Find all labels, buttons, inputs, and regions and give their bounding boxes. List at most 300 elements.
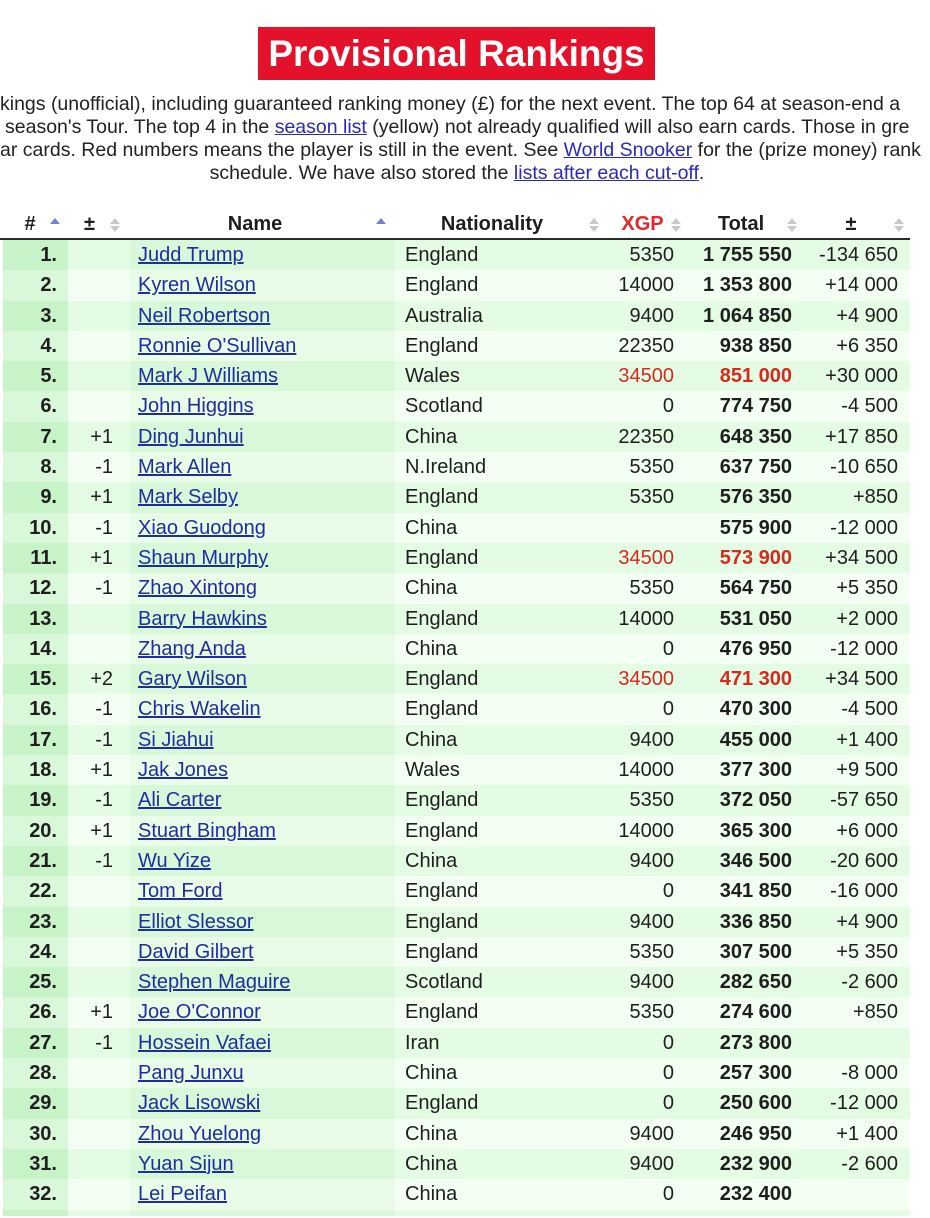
- nationality-cell: China: [405, 1152, 458, 1175]
- rank-cell: 32.: [3, 1179, 68, 1209]
- xgp-cell: 0: [662, 1031, 674, 1054]
- points-change-cell: -12 000: [830, 516, 898, 539]
- rank-change-cell: [68, 1179, 130, 1209]
- rank-change-cell: -1: [95, 1031, 113, 1054]
- name-cell: [130, 301, 395, 331]
- rank-cell: 24.: [3, 937, 68, 967]
- xgp-cell: 9400: [629, 1152, 674, 1175]
- total-cell: 1 064 850: [703, 304, 792, 327]
- points-change-cell: +5 350: [836, 577, 898, 600]
- nationality-cell: England: [405, 334, 479, 357]
- points-change-cell: -2 600: [841, 1152, 898, 1175]
- total-cell: 573 900: [719, 546, 792, 569]
- table-row: [3, 1119, 910, 1149]
- nationality-cell: England: [405, 244, 479, 266]
- total-cell: 476 950: [719, 637, 792, 660]
- name-cell: [130, 361, 395, 391]
- name-cell: [130, 604, 395, 634]
- column-header-label: ±: [84, 213, 95, 235]
- table-row: [3, 1179, 910, 1209]
- column-header-xgp[interactable]: [600, 209, 685, 240]
- rank-cell: 23.: [3, 907, 68, 937]
- nationality-cell: N.Ireland: [405, 456, 487, 479]
- rank-cell: 9.: [3, 482, 68, 512]
- player-name-link[interactable]: Gary Wilson: [138, 668, 247, 691]
- rank-change-cell: -1: [95, 728, 113, 751]
- xgp-cell: 0: [662, 880, 674, 903]
- points-change-cell: +6 000: [836, 819, 898, 842]
- player-name-link[interactable]: John Higgins: [138, 395, 254, 418]
- points-change-cell: -12 000: [830, 637, 898, 660]
- column-header-points-change[interactable]: [800, 209, 910, 240]
- rank-cell: 5.: [3, 361, 68, 391]
- xgp-cell: 9400: [629, 849, 674, 872]
- total-cell: 575 900: [719, 516, 792, 539]
- name-cell: [130, 543, 395, 573]
- nationality-cell: China: [405, 577, 458, 600]
- player-name-link[interactable]: Jak Jones: [138, 759, 229, 782]
- nationality-cell: England: [405, 274, 479, 297]
- rank-change-cell: -1: [95, 789, 113, 812]
- player-name-link[interactable]: Judd Trump: [138, 244, 244, 266]
- table-row: [3, 573, 910, 603]
- nationality-cell: England: [405, 698, 479, 721]
- rank-change-cell: [68, 1210, 130, 1216]
- intro-line: [0, 162, 930, 185]
- total-cell: 273 800: [719, 1031, 792, 1054]
- rank-cell: 21.: [3, 846, 68, 876]
- name-cell: [130, 664, 395, 694]
- name-cell: [130, 1119, 395, 1149]
- rank-cell: 7.: [3, 422, 68, 452]
- player-name-link[interactable]: Ding Junhui: [138, 425, 244, 448]
- xgp-cell: 14000: [618, 759, 674, 782]
- xgp-cell: 5350: [629, 1001, 674, 1024]
- table-row: [3, 846, 910, 876]
- intro-text: for the (prize money) rank: [692, 139, 921, 161]
- column-header-label: XGP: [621, 213, 664, 235]
- column-header-label: ±: [845, 213, 857, 235]
- rank-change-cell: [68, 1058, 130, 1088]
- rank-change-cell: [68, 876, 130, 906]
- name-cell: [130, 482, 395, 512]
- total-cell: 1 755 550: [703, 244, 792, 266]
- name-cell: [130, 967, 395, 997]
- rank-cell: [3, 1210, 68, 1216]
- player-name-link[interactable]: Zhou Yuelong: [138, 1122, 262, 1145]
- xgp-cell: 0: [662, 637, 674, 660]
- nationality-cell: China: [405, 849, 458, 872]
- player-name-link[interactable]: Stephen Maguire: [138, 971, 291, 994]
- nationality-cell: England: [405, 546, 479, 569]
- nationality-cell: China: [405, 728, 458, 751]
- rank-cell: 16.: [3, 694, 68, 724]
- points-change-cell: -12 000: [830, 1092, 898, 1115]
- player-name-link[interactable]: Yuan Sijun: [138, 1152, 234, 1175]
- table-row: [3, 1149, 910, 1179]
- rank-change-cell: [68, 967, 130, 997]
- table-body: [3, 240, 910, 1210]
- player-name-link[interactable]: Chris Wakelin: [138, 698, 261, 721]
- player-name-link[interactable]: Neil Robertson: [138, 304, 271, 327]
- nationality-cell: England: [405, 668, 479, 691]
- nationality-cell: Wales: [405, 759, 460, 782]
- player-name-link[interactable]: Joe O'Connor: [138, 1001, 261, 1024]
- points-change-cell: +14 000: [825, 274, 898, 297]
- total-cell: 648 350: [719, 425, 792, 448]
- name-cell: [130, 846, 395, 876]
- column-header-nationality[interactable]: [395, 209, 600, 240]
- column-header-total[interactable]: [685, 209, 800, 240]
- total-cell: 257 300: [719, 1062, 792, 1085]
- player-name-link[interactable]: Mark J Williams: [138, 365, 278, 388]
- rank-change-cell: [68, 1149, 130, 1179]
- name-cell: [130, 240, 395, 270]
- total-cell: 346 500: [719, 849, 792, 872]
- name-cell: [130, 997, 395, 1027]
- rank-cell: 25.: [3, 967, 68, 997]
- nationality-cell: England: [405, 1001, 479, 1024]
- player-name-link[interactable]: Si Jiahui: [138, 728, 214, 751]
- total-cell: 531 050: [719, 607, 792, 630]
- table-row: [3, 876, 910, 906]
- nationality-cell: China: [405, 637, 458, 660]
- nationality-cell: Wales: [405, 365, 460, 388]
- name-cell: [130, 331, 395, 361]
- rank-cell: 27.: [3, 1028, 68, 1058]
- total-cell: [685, 1210, 800, 1216]
- rank-cell: 15.: [3, 664, 68, 694]
- points-change-cell: -10 650: [830, 456, 898, 479]
- total-cell: 232 400: [719, 1183, 792, 1206]
- page-title: Provisional Rankings: [258, 27, 654, 80]
- name-cell: [130, 270, 395, 300]
- table-row-partial: [3, 1210, 910, 1216]
- nationality-cell: Iran: [405, 1031, 440, 1054]
- points-change-cell: +1 400: [836, 728, 898, 751]
- rank-cell: 28.: [3, 1058, 68, 1088]
- intro-line: [0, 116, 930, 139]
- xgp-cell: 9400: [629, 728, 674, 751]
- points-change-cell: +850: [852, 1001, 898, 1024]
- xgp-cell: 22350: [618, 334, 674, 357]
- player-name-link[interactable]: Lei Peifan: [138, 1183, 227, 1206]
- player-name-link[interactable]: Zhang Anda: [138, 637, 246, 660]
- xgp-cell: 0: [662, 1062, 674, 1085]
- total-cell: 470 300: [719, 698, 792, 721]
- nationality-cell: England: [405, 789, 479, 812]
- name-cell: [130, 391, 395, 421]
- table-row: [3, 1088, 910, 1118]
- xgp-cell: 34500: [618, 546, 674, 569]
- points-change-cell: +1 400: [836, 1122, 898, 1145]
- name-cell: [130, 422, 395, 452]
- nationality-cell: England: [405, 910, 479, 933]
- table-row: [3, 755, 910, 785]
- points-change-cell: -8 000: [841, 1062, 898, 1085]
- points-change-cell: -4 500: [841, 698, 898, 721]
- rank-cell: 11.: [3, 543, 68, 573]
- points-change-cell: +850: [852, 486, 898, 509]
- table-row: [3, 422, 910, 452]
- column-header-label: Total: [717, 213, 765, 235]
- player-name-link[interactable]: Zhao Xintong: [138, 577, 257, 600]
- rank-cell: 10.: [3, 513, 68, 543]
- rank-change-cell: -1: [95, 698, 113, 721]
- rank-cell: 31.: [3, 1149, 68, 1179]
- points-change-cell: -134 650: [819, 244, 898, 266]
- table-row: [3, 725, 910, 755]
- xgp-cell: 9400: [629, 971, 674, 994]
- rank-change-cell: [68, 331, 130, 361]
- rank-change-cell: [68, 634, 130, 664]
- season-list-link[interactable]: season list: [274, 116, 367, 138]
- table-row: [3, 694, 910, 724]
- table-row: [3, 997, 910, 1027]
- table-row: [3, 816, 910, 846]
- sort-icon: [110, 217, 120, 233]
- points-change-cell: +34 500: [825, 546, 898, 569]
- xgp-cell: 9400: [629, 304, 674, 327]
- points-change-cell: -4 500: [841, 395, 898, 418]
- total-cell: 282 650: [719, 971, 792, 994]
- points-change-cell: -2 600: [841, 971, 898, 994]
- table-row: [3, 482, 910, 512]
- total-cell: 938 850: [719, 334, 792, 357]
- nationality-cell: Scotland: [405, 395, 483, 418]
- xgp-cell: 22350: [618, 425, 674, 448]
- points-change-cell: +5 350: [836, 940, 898, 963]
- intro-line: [0, 139, 930, 162]
- rank-change-cell: +1: [90, 486, 113, 509]
- nationality-cell: Australia: [405, 304, 483, 327]
- points-change-cell: +2 000: [836, 607, 898, 630]
- points-change-cell: +30 000: [825, 365, 898, 388]
- points-change-cell: +34 500: [825, 668, 898, 691]
- total-cell: 377 300: [719, 759, 792, 782]
- column-header-label: Name: [227, 213, 283, 235]
- player-name-link[interactable]: Mark Selby: [138, 486, 239, 509]
- table-row: [3, 1028, 910, 1058]
- rank-change-cell: [68, 240, 130, 270]
- player-name-link[interactable]: Barry Hawkins: [138, 607, 267, 630]
- name-cell: [130, 452, 395, 482]
- rank-change-cell: -1: [95, 456, 113, 479]
- intro-text: (yellow) not already qualified will also earn cards. Those in gre: [366, 116, 910, 138]
- name-cell: [130, 1149, 395, 1179]
- total-cell: 274 600: [719, 1001, 792, 1024]
- rank-cell: 18.: [3, 755, 68, 785]
- name-cell: [130, 1179, 395, 1209]
- rank-cell: 6.: [3, 391, 68, 421]
- name-cell: [130, 1210, 395, 1216]
- rank-change-cell: +1: [90, 425, 113, 448]
- name-cell: [130, 573, 395, 603]
- total-cell: 336 850: [719, 910, 792, 933]
- xgp-cell: 0: [662, 1092, 674, 1115]
- xgp-cell: 14000: [618, 819, 674, 842]
- xgp-cell: 9400: [629, 910, 674, 933]
- table-row: [3, 270, 910, 300]
- points-change-cell: [800, 1028, 910, 1058]
- table-row: [3, 513, 910, 543]
- xgp-cell: 5350: [629, 456, 674, 479]
- sort-icon: [894, 217, 904, 233]
- rankings-table: [3, 209, 910, 1216]
- xgp-cell: 5350: [629, 244, 674, 266]
- name-cell: [130, 513, 395, 543]
- table-row: [3, 240, 910, 270]
- xgp-cell: 0: [662, 395, 674, 418]
- rank-cell: 8.: [3, 452, 68, 482]
- rank-change-cell: +1: [90, 1001, 113, 1024]
- points-change-cell: +9 500: [836, 759, 898, 782]
- rank-change-cell: [68, 907, 130, 937]
- name-cell: [130, 1028, 395, 1058]
- rank-cell: 12.: [3, 573, 68, 603]
- nationality-cell: China: [405, 1122, 458, 1145]
- table-row: [3, 361, 910, 391]
- rank-cell: 22.: [3, 876, 68, 906]
- player-name-link[interactable]: Wu Yize: [138, 849, 211, 872]
- total-cell: 455 000: [719, 728, 792, 751]
- rank-change-cell: [68, 604, 130, 634]
- rank-cell: 30.: [3, 1119, 68, 1149]
- player-name-link[interactable]: Ali Carter: [138, 789, 222, 812]
- rank-change-cell: -1: [95, 577, 113, 600]
- xgp-cell: 5350: [629, 577, 674, 600]
- player-name-link[interactable]: Pang Junxu: [138, 1062, 244, 1085]
- intro-text: .: [698, 162, 705, 184]
- rank-change-cell: [68, 301, 130, 331]
- xgp-cell: 5350: [629, 486, 674, 509]
- nationality-cell: Scotland: [405, 971, 483, 994]
- points-change-cell: +4 900: [836, 910, 898, 933]
- total-cell: 250 600: [719, 1092, 792, 1115]
- player-name-link[interactable]: Jack Lisowski: [138, 1092, 261, 1115]
- nationality-cell: China: [405, 516, 458, 539]
- total-cell: 576 350: [719, 486, 792, 509]
- table-row: [3, 907, 910, 937]
- player-name-link[interactable]: Ronnie O'Sullivan: [138, 334, 297, 357]
- table-row: [3, 664, 910, 694]
- player-name-link[interactable]: Stuart Bingham: [138, 819, 276, 842]
- column-header-rank[interactable]: [3, 209, 68, 240]
- player-name-link[interactable]: Hossein Vafaei: [138, 1031, 272, 1054]
- name-cell: [130, 1088, 395, 1118]
- column-header-name[interactable]: [130, 209, 395, 240]
- nationality-cell: England: [405, 486, 479, 509]
- sort-ascending-icon: [50, 217, 60, 233]
- table-row: [3, 604, 910, 634]
- player-name-link[interactable]: Elliot Slessor: [138, 910, 254, 933]
- name-cell: [130, 634, 395, 664]
- name-cell: [130, 725, 395, 755]
- xgp-cell: 9400: [629, 1122, 674, 1145]
- rank-cell: 29.: [3, 1088, 68, 1118]
- total-cell: 1 353 800: [703, 274, 792, 297]
- xgp-cell: 5350: [629, 940, 674, 963]
- intro-line: [0, 93, 930, 116]
- rank-change-cell: [68, 270, 130, 300]
- total-cell: 307 500: [719, 940, 792, 963]
- nationality-cell: England: [405, 819, 479, 842]
- lists-after-each-cut-off-link[interactable]: lists after each cut-off: [513, 162, 699, 184]
- player-name-link[interactable]: Tom Ford: [138, 880, 223, 903]
- rank-cell: 3.: [3, 301, 68, 331]
- points-change-cell: -20 600: [830, 849, 898, 872]
- xgp-cell: 14000: [618, 274, 674, 297]
- table-row: [3, 452, 910, 482]
- xgp-cell: 34500: [618, 668, 674, 691]
- table-row: [3, 301, 910, 331]
- xgp-cell: 0: [662, 1183, 674, 1206]
- table-row: [3, 634, 910, 664]
- nationality-cell: China: [405, 425, 458, 448]
- total-cell: 232 900: [719, 1152, 792, 1175]
- name-cell: [130, 755, 395, 785]
- total-cell: 471 300: [719, 668, 792, 691]
- total-cell: 365 300: [719, 819, 792, 842]
- xgp-cell: 14000: [618, 607, 674, 630]
- rank-cell: 17.: [3, 725, 68, 755]
- table-row: [3, 331, 910, 361]
- xgp-cell: 0: [662, 698, 674, 721]
- rank-cell: 20.: [3, 816, 68, 846]
- intro-text: ar cards. Red numbers means the player is still in the event. See: [0, 139, 564, 161]
- player-name-link[interactable]: Kyren Wilson: [138, 274, 256, 297]
- total-cell: 372 050: [719, 789, 792, 812]
- rank-cell: 14.: [3, 634, 68, 664]
- table-row: [3, 967, 910, 997]
- points-change-cell: -57 650: [830, 789, 898, 812]
- player-name-link[interactable]: Mark Allen: [138, 456, 232, 479]
- column-header-rank-change[interactable]: [68, 209, 130, 240]
- points-change-cell: -16 000: [830, 880, 898, 903]
- rank-cell: 26.: [3, 997, 68, 1027]
- player-name-link[interactable]: Shaun Murphy: [138, 546, 269, 569]
- table-row: [3, 543, 910, 573]
- rank-change-cell: [68, 391, 130, 421]
- points-change-cell: +6 350: [836, 334, 898, 357]
- name-cell: [130, 1058, 395, 1088]
- rank-cell: 13.: [3, 604, 68, 634]
- sort-ascending-icon: [376, 217, 386, 233]
- nationality-cell: England: [405, 1092, 479, 1115]
- world-snooker-link[interactable]: World Snooker: [563, 139, 693, 161]
- name-cell: [130, 907, 395, 937]
- sort-icon: [787, 217, 797, 233]
- total-cell: 774 750: [719, 395, 792, 418]
- intro-text: season's Tour. The top 4 in the: [5, 116, 275, 138]
- sort-icon: [671, 217, 681, 233]
- nationality-cell: China: [405, 1062, 458, 1085]
- player-name-link[interactable]: David Gilbert: [138, 940, 254, 963]
- rank-change-cell: [68, 1088, 130, 1118]
- rank-cell: 19.: [3, 785, 68, 815]
- rank-cell: 4.: [3, 331, 68, 361]
- rank-change-cell: +2: [90, 668, 113, 691]
- player-name-link[interactable]: Xiao Guodong: [138, 516, 266, 539]
- table-row: [3, 391, 910, 421]
- total-cell: 637 750: [719, 456, 792, 479]
- name-cell: [130, 816, 395, 846]
- points-change-cell: [800, 1179, 910, 1209]
- page-title-container: [0, 27, 930, 80]
- rank-cell: 2.: [3, 270, 68, 300]
- total-cell: 341 850: [719, 880, 792, 903]
- sort-icon: [589, 217, 599, 233]
